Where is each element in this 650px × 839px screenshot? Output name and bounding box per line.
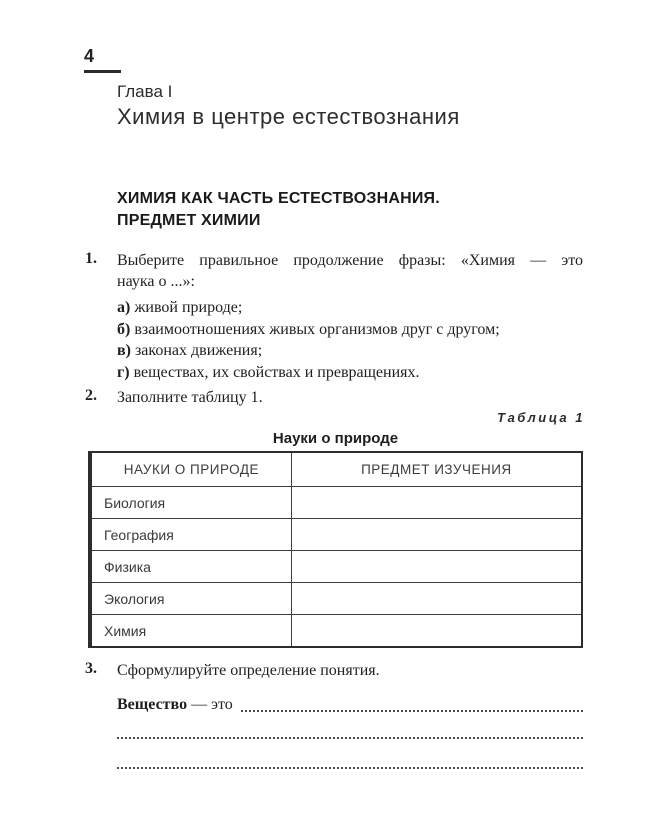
task-2 — [85, 387, 583, 408]
dotted-answer-line — [117, 737, 583, 739]
option-b-text: взаимоотношениях живых организмов друг с другом; — [134, 320, 500, 338]
subject-cell-empty — [291, 487, 582, 519]
definition-term: Вещество — [117, 696, 188, 713]
task-1-text-line2: наука о ...»: — [117, 273, 195, 290]
table-row — [90, 487, 582, 519]
option-v-letter: в) — [117, 342, 131, 360]
task-1-options — [117, 297, 583, 383]
table-row — [90, 519, 582, 551]
option-g-text: веществах, их свойствах и превращениях. — [133, 363, 420, 381]
page-number-block — [84, 46, 121, 73]
chapter-heading — [117, 82, 460, 130]
task-3-text: Сформулируйте определение понятия. — [117, 662, 380, 679]
option-v — [117, 340, 583, 362]
option-a — [117, 297, 583, 319]
chapter-title: Химия в центре естествознания — [117, 104, 460, 129]
science-cell: Физика — [90, 551, 291, 583]
option-a-letter: а) — [117, 299, 131, 316]
section-title-line1: ХИМИЯ КАК ЧАСТЬ ЕСТЕСТВОЗНАНИЯ. — [117, 190, 440, 207]
dotted-answer-line — [117, 767, 583, 769]
option-v-text: законах движения; — [134, 342, 263, 360]
task-2-text: Заполните таблицу 1. — [117, 389, 263, 406]
science-cell: Биология — [90, 487, 291, 519]
option-g — [117, 362, 583, 384]
science-cell: Химия — [90, 615, 291, 648]
table-row — [90, 615, 582, 648]
chapter-label: Глава I — [117, 82, 173, 101]
subject-cell-empty — [291, 615, 582, 648]
section-title — [117, 188, 587, 232]
option-b — [117, 319, 583, 341]
definition-line — [117, 694, 583, 716]
sciences-table — [88, 451, 583, 648]
task-3 — [85, 660, 583, 681]
task-1-number: 1. — [85, 250, 97, 267]
subject-cell-empty — [291, 583, 582, 615]
task-1-text-line1: Выберите правильное продолжение фразы: «Химия — это — [117, 252, 583, 269]
table-row — [90, 551, 582, 583]
page-number-rule — [84, 70, 121, 73]
table-title: Науки о природе — [272, 430, 399, 447]
science-cell: Экология — [90, 583, 291, 615]
task-2-number: 2. — [85, 387, 97, 404]
option-a-text: живой природе; — [134, 299, 243, 316]
option-g-letter: г) — [117, 363, 130, 381]
task-1 — [85, 250, 583, 383]
section-title-line2: ПРЕДМЕТ ХИМИИ — [117, 212, 261, 229]
page-number: 4 — [84, 46, 95, 66]
task-3-number: 3. — [85, 660, 97, 677]
header-subject: ПРЕДМЕТ ИЗУЧЕНИЯ — [291, 452, 582, 487]
definition-connector: — это — [187, 696, 233, 713]
science-cell: География — [90, 519, 291, 551]
subject-cell-empty — [291, 519, 582, 551]
header-sciences: НАУКИ О ПРИРОДЕ — [90, 452, 291, 487]
dotted-answer-leader — [241, 694, 583, 712]
option-b-letter: б) — [117, 320, 131, 338]
table-header-row — [90, 452, 582, 487]
table-row — [90, 583, 582, 615]
subject-cell-empty — [291, 551, 582, 583]
table-label: Таблица 1 — [497, 410, 585, 425]
